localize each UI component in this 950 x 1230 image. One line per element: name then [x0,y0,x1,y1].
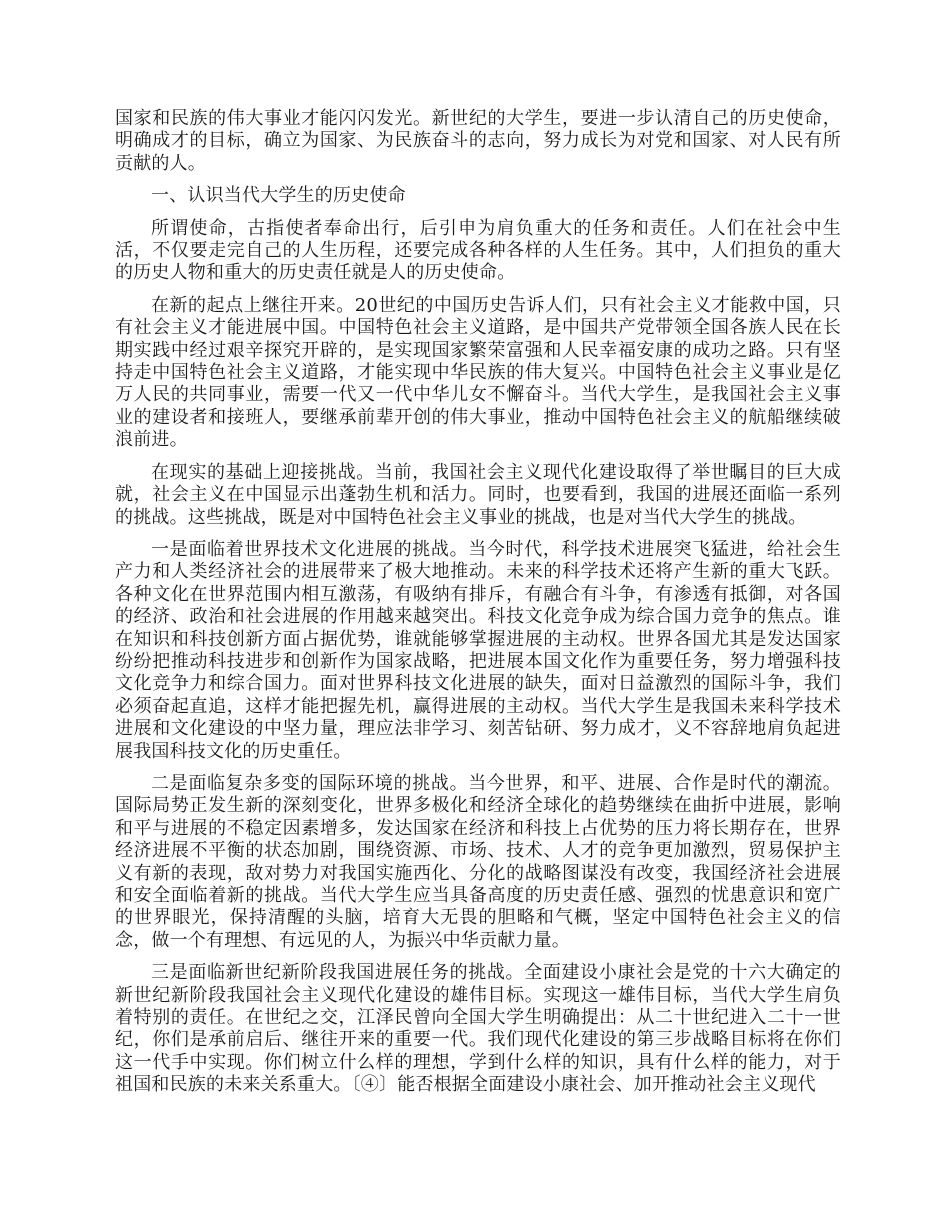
paragraph-international: 二是面临复杂多变的国际环境的挑战。当今世界，和平、进展、合作是时代的潮流。国际局势正发生新的深刻变化，世界多极化和经济全球化的趋势继续在曲折中进展，影响和平与进展的不稳定因素增多，发达国家在经济和科技上占优势的压力将长期存在，世界经济进展不平衡的状态加剧，围绕资源、市场、技术、人才的竞争更加激烈，贸易保护主义有新的表现，敌对势力对我国实施西化、分化的战略图谋没有改变，我国经济社会进展和安全面临着新的挑战。当代大学生应当具备高度的历史责任感、强烈的忧患意识和宽广的世界眼光，保持清醒的头脑，培育大无畏的胆略和气概，坚定中国特色社会主义的信念，做一个有理想、有远见的人，为振兴中华贡献力量。 [115,772,841,951]
paragraph-intro-continuation: 国家和民族的伟大事业才能闪闪发光。新世纪的大学生，要进一步认清自己的历史使命，明确成才的目标，确立为国家、为民族奋斗的志向，努力成长为对党和国家、对人民有所贡献的人。 [115,108,841,174]
document-page [115,108,841,1107]
paragraph-development-tasks: 三是面临新世纪新阶段我国进展任务的挑战。全面建设小康社会是党的十六大确定的新世纪新阶段我国社会主义现代化建设的雄伟目标。实现这一雄伟目标，当代大学生肩负着特别的责任。在世纪之交，江泽民曾向全国大学生明确提出：从二十世纪进入二十一世纪，你们是承前启后、继往开来的重要一代。我们现代化建设的第三步战略目标将在你们这一代手中实现。你们树立什么样的理想，学到什么样的知识，具有什么样的能力，对于祖国和民族的未来关系重大。〔④〕能否根据全面建设小康社会、加开推动社会主义现代 [115,962,841,1096]
paragraph-tech-culture: 一是面临着世界技术文化进展的挑战。当今时代，科学技术进展突飞猛进，给社会生产力和人类经济社会的进展带来了极大地推动。未来的科学技术还将产生新的重大飞跃。各种文化在世界范围内相互激荡，有吸纳有排斥，有融合有斗争，有渗透有抵御，对各国的经济、政治和社会进展的作用越来越突出。科技文化竞争成为综合国力竞争的焦点。谁在知识和科技创新方面占据优势，谁就能够掌握进展的主动权。世界各国尤其是发达国家纷纷把推动科技进步和创新作为国家战略，把进展本国文化作为重要任务，努力增强科技文化竞争力和综合国力。面对世界科技文化进展的缺失，面对日益激烈的国际斗争，我们必须奋起直追，这样才能把握先机，赢得进展的主动权。当代大学生是我国未来科学技术进展和文化建设的中坚力量，理应法非学习、刻苦钻研、努力成才，义不容辞地肩负起进展我国科技文化的历史重任。 [115,538,841,762]
paragraph-mission-definition: 所谓使命，古指使者奉命出行，后引申为肩负重大的任务和责任。人们在社会中生活，不仅要走完自己的人生历程，还要完成各种各样的人生任务。其中，人们担负的重大的历史人物和重大的历史责任就是人的历史使命。 [115,217,841,284]
section-heading: 一、认识当代大学生的历史使命 [151,185,406,207]
paragraph-new-starting-point: 在新的起点上继往开来。20世纪的中国历史告诉人们，只有社会主义才能救中国，只有社会主义才能进展中国。中国特色社会主义道路，是中国共产党带领全国各族人民在长期实践中经过艰辛探究开辟的，是实现国家繁荣富强和人民幸福安康的成功之路。只有坚持走中国特色社会主义道路，才能实现中华民族的伟大复兴。中国特色社会主义事业是亿万人民的共同事业，需要一代又一代中华儿女不懈奋斗。当代大学生，是我国社会主义事业的建设者和接班人，要继承前辈开创的伟大事业，推动中国特色社会主义的航船继续破浪前进。 [115,294,841,451]
paragraph-challenges: 在现实的基础上迎接挑战。当前，我国社会主义现代化建设取得了举世瞩目的巨大成就，社会主义在中国显示出蓬勃生机和活力。同时，也要看到，我国的进展还面临一系列的挑战。这些挑战，既是对中国特色社会主义事业的挑战，也是对当代大学生的挑战。 [115,461,841,528]
